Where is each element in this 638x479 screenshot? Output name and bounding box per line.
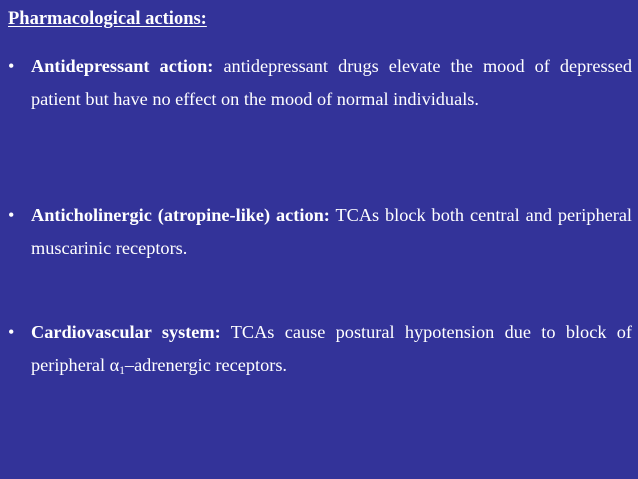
bullet-heading: Anticholinergic (atropine-like) action: bbox=[31, 205, 330, 225]
bullet-antidepressant-action bbox=[8, 50, 632, 116]
bullet-text-continued: –adrenergic receptors. bbox=[124, 355, 287, 375]
bullet-text: TCAs cause postural hypotension due to block of peripheral α bbox=[31, 322, 633, 375]
bullet-heading: Antidepressant action: bbox=[31, 56, 214, 76]
bullet-text: antidepressant drugs elevate the mood of depressed patient but have no effect on the mood of normal individuals. bbox=[31, 56, 632, 109]
slide-title: Pharmacological actions: bbox=[8, 9, 207, 29]
bullet-heading: Cardiovascular system: bbox=[31, 322, 221, 342]
alpha-subscript: 1 bbox=[119, 364, 125, 377]
bullet-anticholinergic-action bbox=[8, 199, 632, 265]
bullet-cardiovascular-system bbox=[8, 316, 632, 382]
bullet-text: TCAs block both central and peripheral muscarinic receptors. bbox=[31, 205, 633, 258]
bullet-dot-icon: • bbox=[8, 322, 15, 342]
bullet-dot-icon: • bbox=[8, 205, 15, 225]
bullet-dot-icon: • bbox=[8, 56, 15, 76]
